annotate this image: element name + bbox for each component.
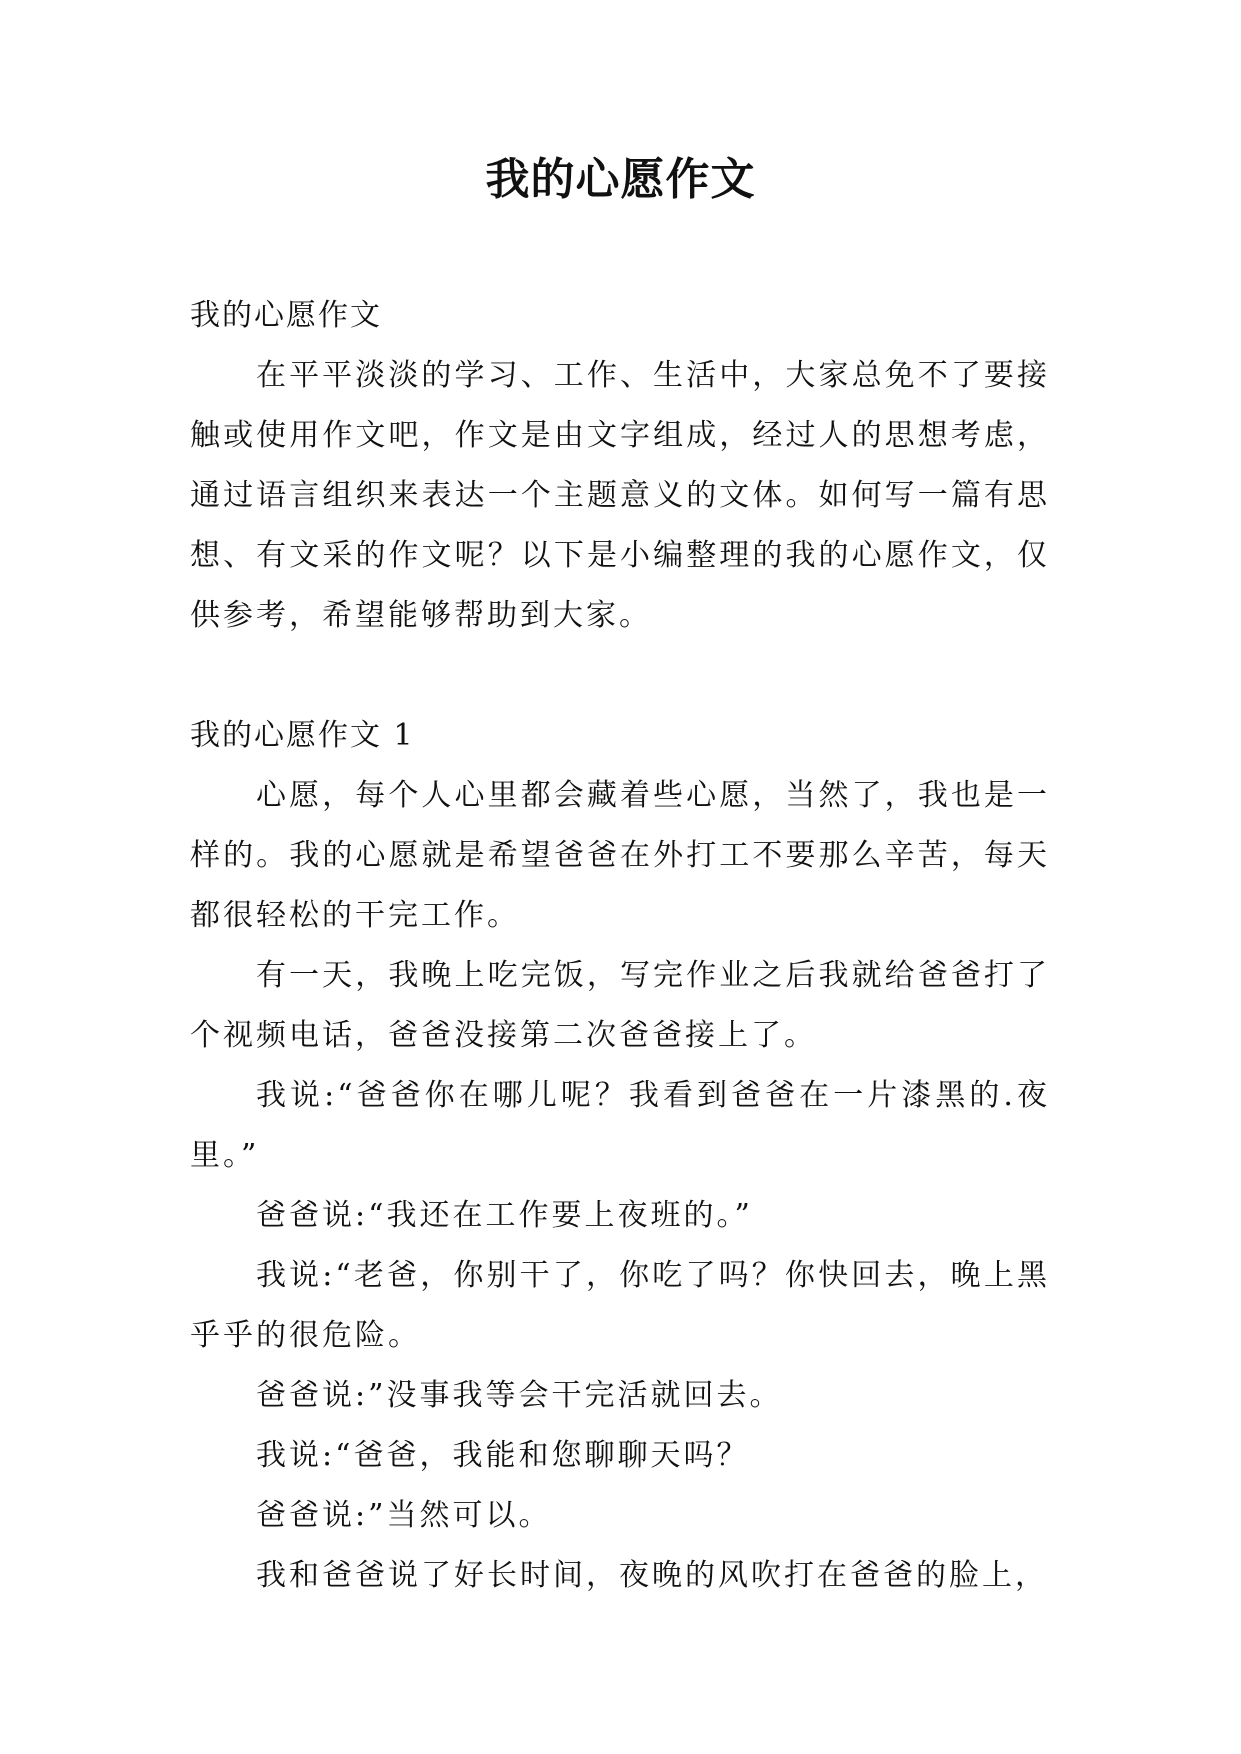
intro-paragraph: 在平平淡淡的学习、工作、生活中，大家总免不了要接触或使用作文吧，作文是由文字组成，经过人的思想考虑，通过语言组织来表达一个主题意义的文体。如何写一篇有思想、有文采的作文呢？以下是小编整理的我的心愿作文，仅供参考，希望能够帮助到大家。 [190,358,1050,633]
body-paragraph: 我说:“爸爸，我能和您聊聊天吗？ [256,1438,750,1473]
body-paragraph: 爸爸说:”当然可以。 [256,1498,552,1533]
body-paragraph: 我说:“老爸，你别干了，你吃了吗？你快回去，晚上黑乎乎的很危险。 [190,1258,1050,1353]
body-paragraph: 我和爸爸说了好长时间，夜晚的风吹打在爸爸的脸上， [256,1558,1048,1593]
body-paragraph: 爸爸说:“我还在工作要上夜班的。” [256,1198,753,1233]
body-paragraph: 爸爸说:”没事我等会干完活就回去。 [256,1378,783,1413]
document-body [190,286,1050,1606]
section-spacer [190,646,1050,706]
body-paragraph: 我说:“爸爸你在哪儿呢？我看到爸爸在一片漆黑的.夜里。” [190,1078,1050,1173]
section-heading: 我的心愿作文 1 [190,718,415,753]
document-title: 我的心愿作文 [485,154,756,205]
intro-heading: 我的心愿作文 [190,298,382,333]
body-paragraph: 有一天，我晚上吃完饭，写完作业之后我就给爸爸打了个视频电话，爸爸没接第二次爸爸接上了。 [190,958,1050,1053]
body-paragraph: 心愿，每个人心里都会藏着些心愿，当然了，我也是一样的。我的心愿就是希望爸爸在外打工不要那么辛苦，每天都很轻松的干完工作。 [190,778,1050,933]
